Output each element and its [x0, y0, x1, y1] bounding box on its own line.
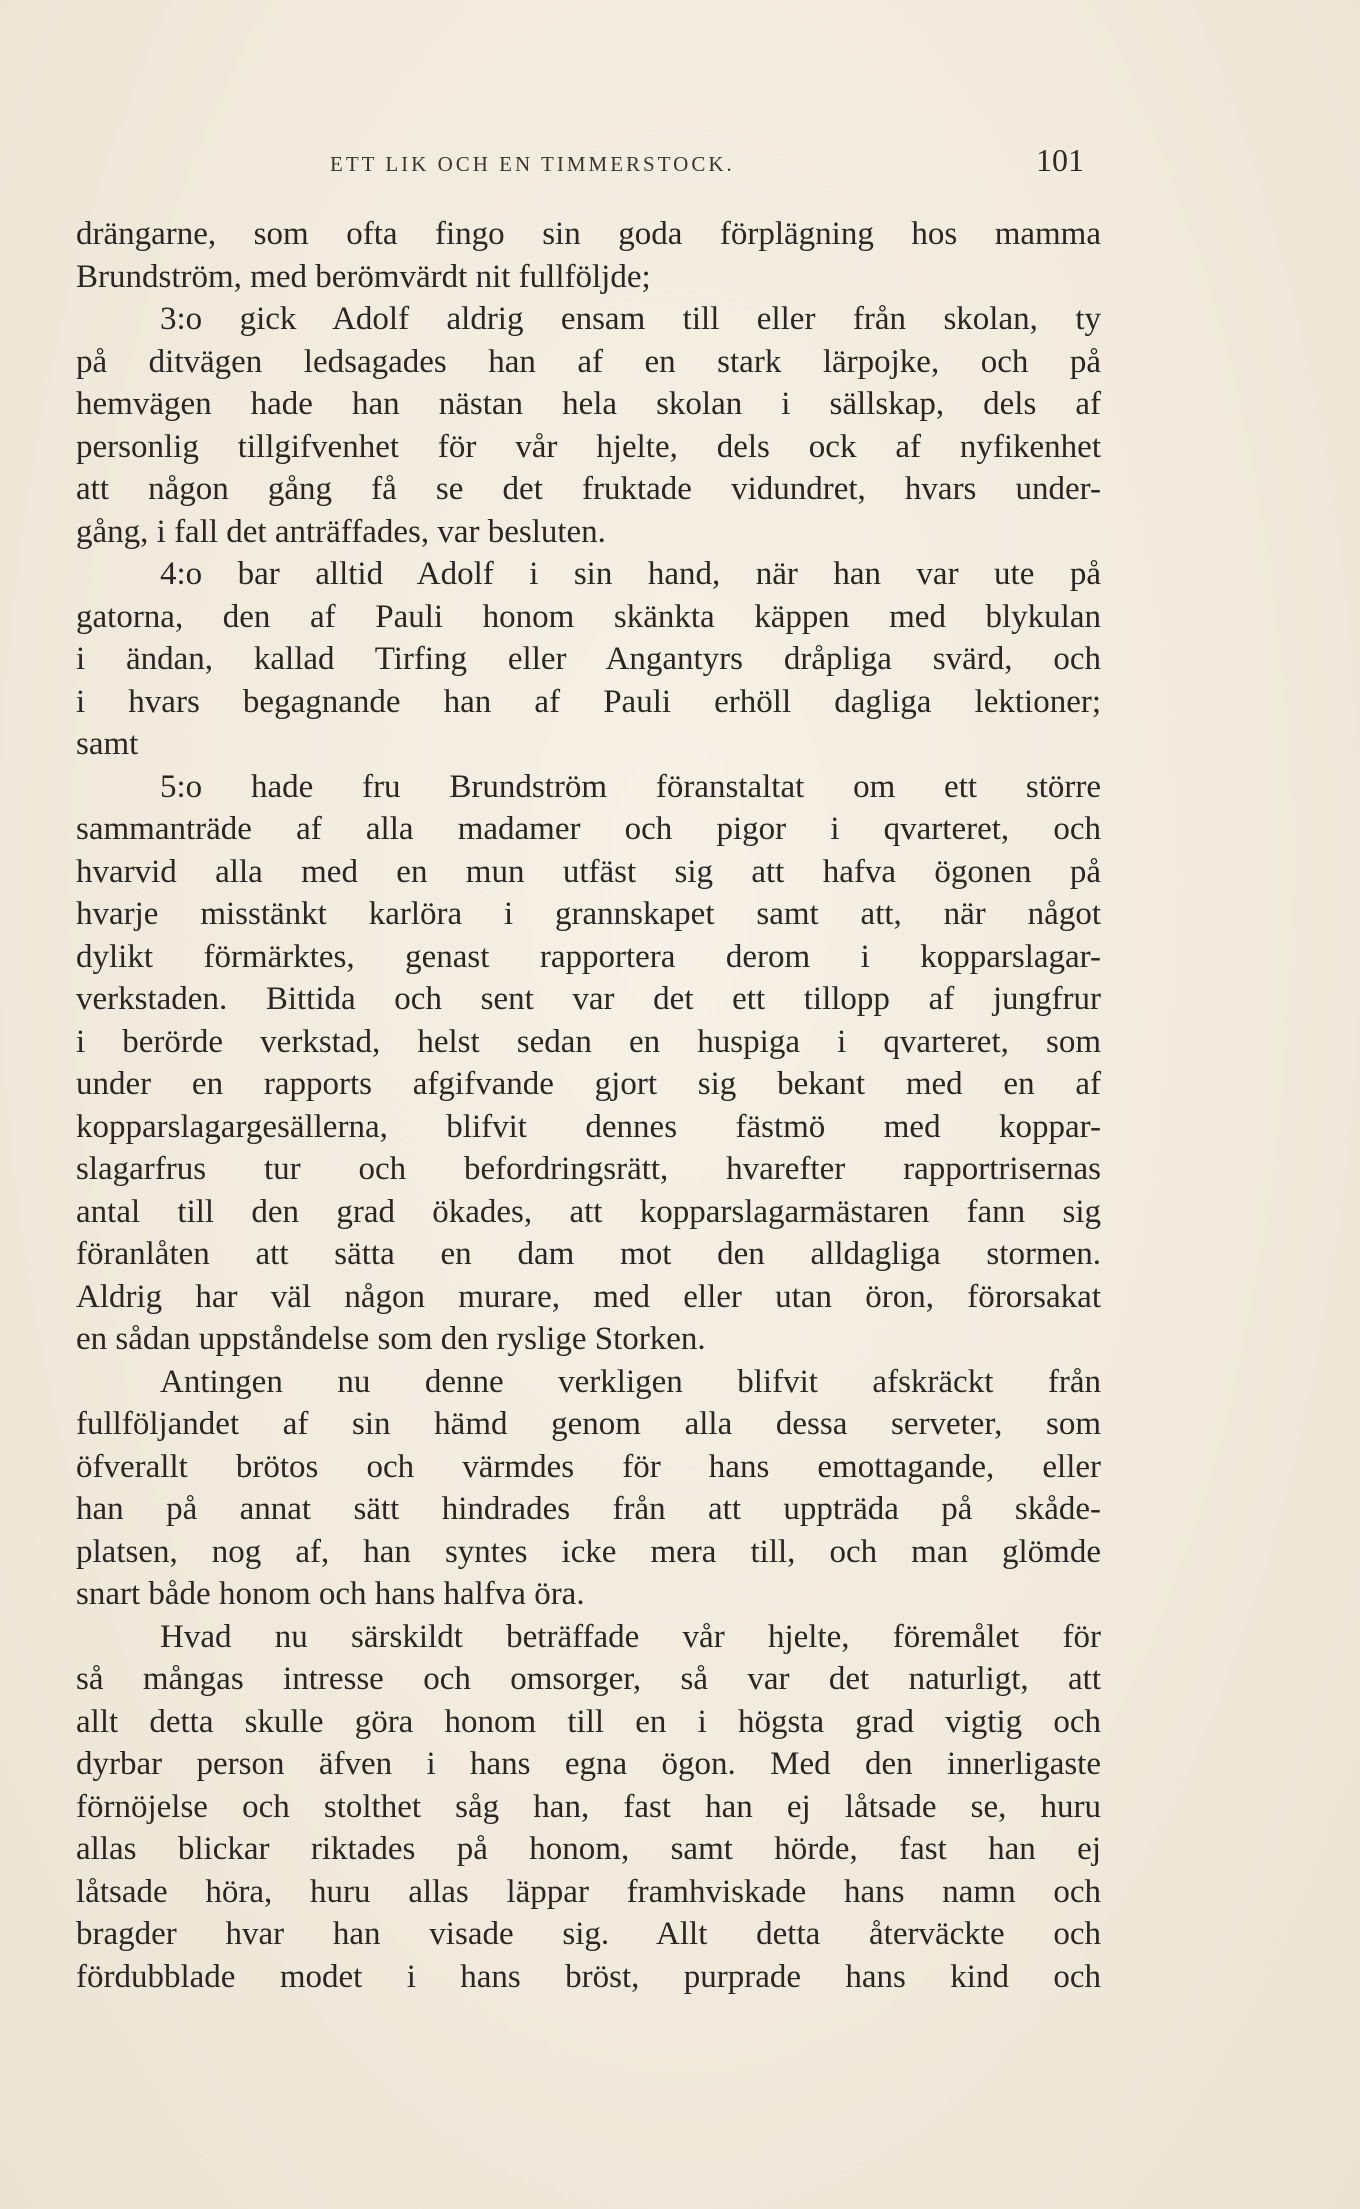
text-line: i hvars begagnande han af Pauli erhöll dagliga lektioner; [76, 683, 1101, 720]
text-line: drängarne, som ofta fingo sin goda förplägning hos mamma [76, 216, 1101, 252]
text-line: hemvägen hade han nästan hela skolan i sällskap, dels af [76, 386, 1101, 422]
text-line: föranlåten att sätta en dam mot den alldagliga stormen. [76, 1236, 1101, 1272]
text-line: allt detta skulle göra honom till en i högsta grad vigtig och [76, 1703, 1101, 1740]
text-line: Hvad nu särskildt beträffade vår hjelte, föremålet för [160, 1618, 1101, 1655]
text-line: kopparslagargesällerna, blifvit dennes fästmö med koppar- [76, 1108, 1101, 1145]
text-line: hvarje misstänkt karlöra i grannskapet samt att, när något [76, 896, 1101, 932]
running-title: ETT LIK OCH EN TIMMERSTOCK. [330, 152, 735, 176]
text-line: sammanträde af alla madamer och pigor i qvarteret, och [76, 811, 1101, 847]
text-line: bragder hvar han visade sig. Allt detta återväckte och [76, 1916, 1101, 1952]
text-line: Brundström, med berömvärdt nit fullföljde; [76, 258, 651, 295]
body-text [76, 213, 1101, 1998]
text-line: antal till den grad ökades, att kopparslagarmästaren fann sig [76, 1193, 1101, 1230]
text-line: i berörde verkstad, helst sedan en huspiga i qvarteret, som [76, 1023, 1101, 1060]
text-line: Aldrig har väl någon murare, med eller utan öron, förorsakat [76, 1278, 1101, 1315]
text-line: hvarvid alla med en mun utfäst sig att hafva ögonen på [76, 853, 1101, 890]
text-line: 4:o bar alltid Adolf i sin hand, när han var ute på [160, 556, 1101, 592]
text-line: snart både honom och hans halfva öra. [76, 1576, 585, 1612]
text-line: en sådan uppståndelse som den ryslige Storken. [76, 1321, 706, 1357]
text-line: i ändan, kallad Tirfing eller Angantyrs dråpliga svärd, och [76, 641, 1101, 677]
text-line: Antingen nu denne verkligen blifvit afskräckt från [160, 1363, 1101, 1400]
text-line: så mångas intresse och omsorger, så var det naturligt, att [76, 1661, 1101, 1697]
text-line: gång, i fall det anträffades, var besluten. [76, 513, 606, 550]
page-number: 101 [1036, 142, 1084, 178]
text-line: gatorna, den af Pauli honom skänkta käppen med blykulan [76, 598, 1101, 635]
text-line: förnöjelse och stolthet såg han, fast han ej låtsade se, huru [76, 1788, 1101, 1825]
text-line: personlig tillgifvenhet för vår hjelte, dels ock af nyfikenhet [76, 428, 1101, 465]
text-line: öfverallt brötos och värmdes för hans emottagande, eller [76, 1448, 1101, 1485]
text-line: samt [76, 726, 139, 762]
text-line: under en rapports afgifvande gjort sig bekant med en af [76, 1066, 1101, 1102]
text-line: på ditvägen ledsagades han af en stark lärpojke, och på [76, 343, 1101, 380]
text-line: fördubblade modet i hans bröst, purprade hans kind och [76, 1958, 1101, 1995]
text-line: 3:o gick Adolf aldrig ensam till eller från skolan, ty [160, 301, 1101, 337]
text-line: att någon gång få se det fruktade vidundret, hvars under- [76, 471, 1101, 507]
text-line: dyrbar person äfven i hans egna ögon. Med den innerligaste [76, 1746, 1101, 1782]
text-line: allas blickar riktades på honom, samt hörde, fast han ej [76, 1831, 1101, 1867]
text-line: fullföljandet af sin hämd genom alla dessa serveter, som [76, 1406, 1101, 1442]
text-line: dylikt förmärktes, genast rapportera derom i kopparslagar- [76, 938, 1101, 975]
text-line: låtsade höra, huru allas läppar framhviskade hans namn och [76, 1873, 1101, 1910]
text-line: 5:o hade fru Brundström föranstaltat om ett större [160, 768, 1101, 805]
text-line: han på annat sätt hindrades från att uppträda på skåde- [76, 1491, 1101, 1527]
text-line: verkstaden. Bittida och sent var det ett tillopp af jungfrur [76, 981, 1101, 1017]
running-head [76, 142, 1084, 182]
text-line: slagarfrus tur och befordringsrätt, hvarefter rapportrisernas [76, 1151, 1101, 1187]
text-line: platsen, nog af, han syntes icke mera till, och man glömde [76, 1533, 1101, 1570]
